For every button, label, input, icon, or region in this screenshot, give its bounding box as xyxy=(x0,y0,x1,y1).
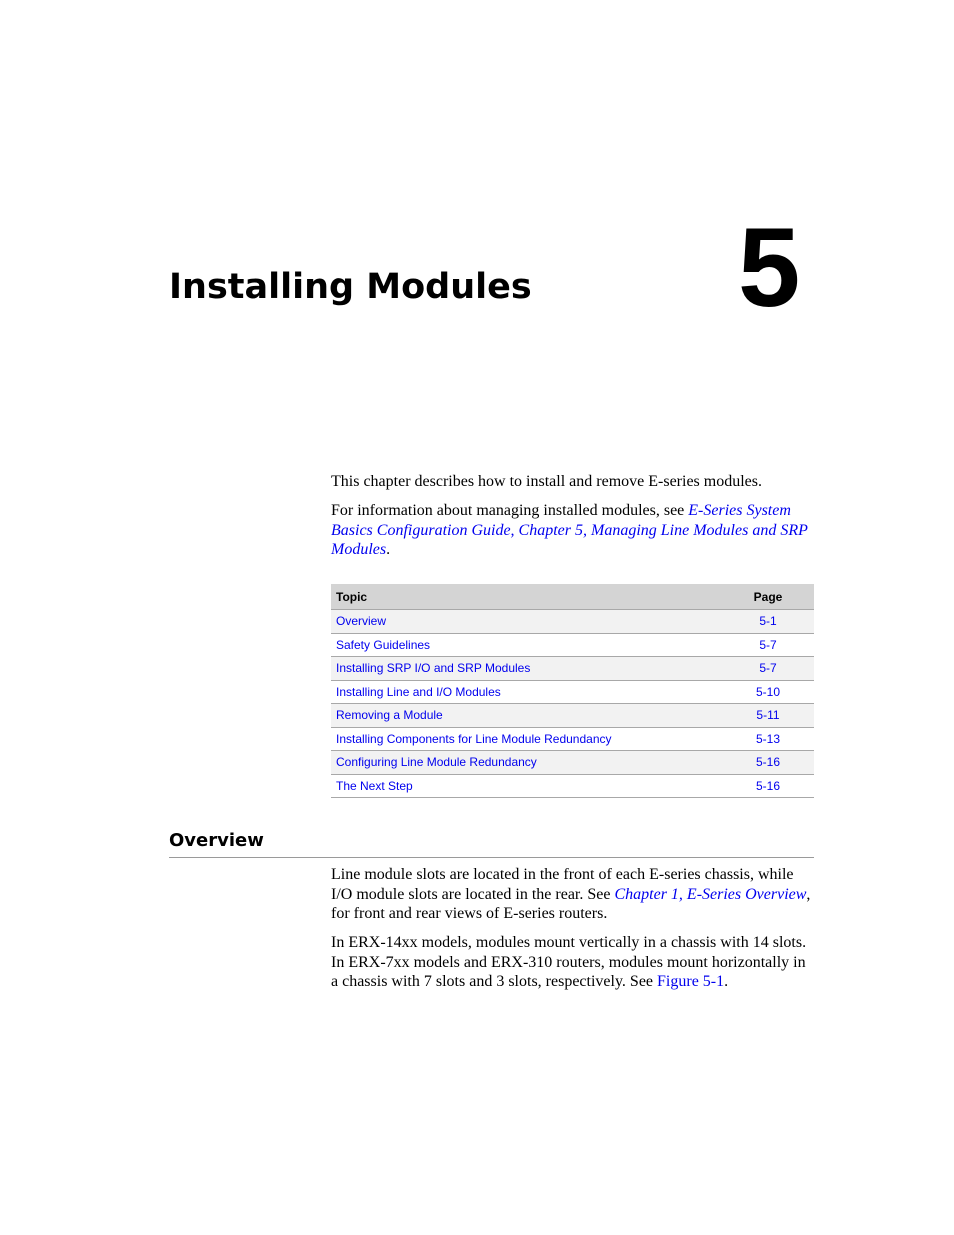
table-row xyxy=(331,704,814,728)
intro-reference-prefix: For information about managing installed modules, see xyxy=(331,502,689,519)
topics-table xyxy=(331,584,814,798)
page-link[interactable]: 5-13 xyxy=(722,727,814,751)
overview-paragraph-models xyxy=(331,933,811,992)
topic-link[interactable]: Configuring Line Module Redundancy xyxy=(331,751,722,775)
topic-link[interactable]: Installing Line and I/O Modules xyxy=(331,680,722,704)
topic-link[interactable]: Overview xyxy=(331,610,722,634)
topic-link[interactable]: Removing a Module xyxy=(331,704,722,728)
figure-5-1-link[interactable]: Figure 5-1 xyxy=(657,973,725,991)
page-link[interactable]: 5-16 xyxy=(722,751,814,775)
table-row xyxy=(331,657,814,681)
page-link[interactable]: 5-1 xyxy=(722,610,814,634)
table-row xyxy=(331,610,814,634)
page-column-header: Page xyxy=(722,584,814,610)
table-row xyxy=(331,774,814,798)
intro-paragraph: This chapter describes how to install and remove E-series modules. xyxy=(331,473,762,490)
chapter-title: Installing Modules xyxy=(169,267,532,307)
table-row xyxy=(331,751,814,775)
overview-slots-prefix: Line module slots are located in the front of each E-series chassis, while I/O module slots are located in the rear. See xyxy=(331,866,794,903)
topic-link[interactable]: The Next Step xyxy=(331,774,722,798)
overview-slots-suffix: , for front and rear views of E-series routers. xyxy=(331,885,811,923)
page-link[interactable]: 5-7 xyxy=(722,657,814,681)
table-row xyxy=(331,727,814,751)
intro-reference-suffix: . xyxy=(386,541,391,559)
page-link[interactable]: 5-11 xyxy=(722,704,814,728)
topic-link[interactable]: Safety Guidelines xyxy=(331,633,722,657)
overview-models-suffix: . xyxy=(724,973,729,991)
chapter-1-link[interactable]: Chapter 1, E-Series Overview xyxy=(614,885,807,903)
basics-guide-link[interactable]: E-Series System Basics Configuration Guide, Chapter 5, Managing Line Modules and SRP Modules xyxy=(331,502,808,559)
overview-models-prefix: In ERX-14xx models, modules mount vertically in a chassis with 14 slots. In ERX-7xx models and ERX-310 routers, modules mount horizontally in a chassis with 7 slots and 3 slots, respectively. See xyxy=(331,934,807,991)
section-divider xyxy=(169,857,814,858)
overview-heading: Overview xyxy=(169,830,264,851)
intro-reference-paragraph xyxy=(331,501,811,560)
overview-paragraph-slots xyxy=(331,865,811,924)
chapter-number: 5 xyxy=(738,205,799,330)
page-link[interactable]: 5-7 xyxy=(722,633,814,657)
page-link[interactable]: 5-16 xyxy=(722,774,814,798)
topic-link[interactable]: Installing SRP I/O and SRP Modules xyxy=(331,657,722,681)
topic-link[interactable]: Installing Components for Line Module Redundancy xyxy=(331,727,722,751)
topics-table-header-row xyxy=(331,584,814,610)
table-row xyxy=(331,680,814,704)
page-link[interactable]: 5-10 xyxy=(722,680,814,704)
table-row xyxy=(331,633,814,657)
topic-column-header: Topic xyxy=(331,584,722,610)
